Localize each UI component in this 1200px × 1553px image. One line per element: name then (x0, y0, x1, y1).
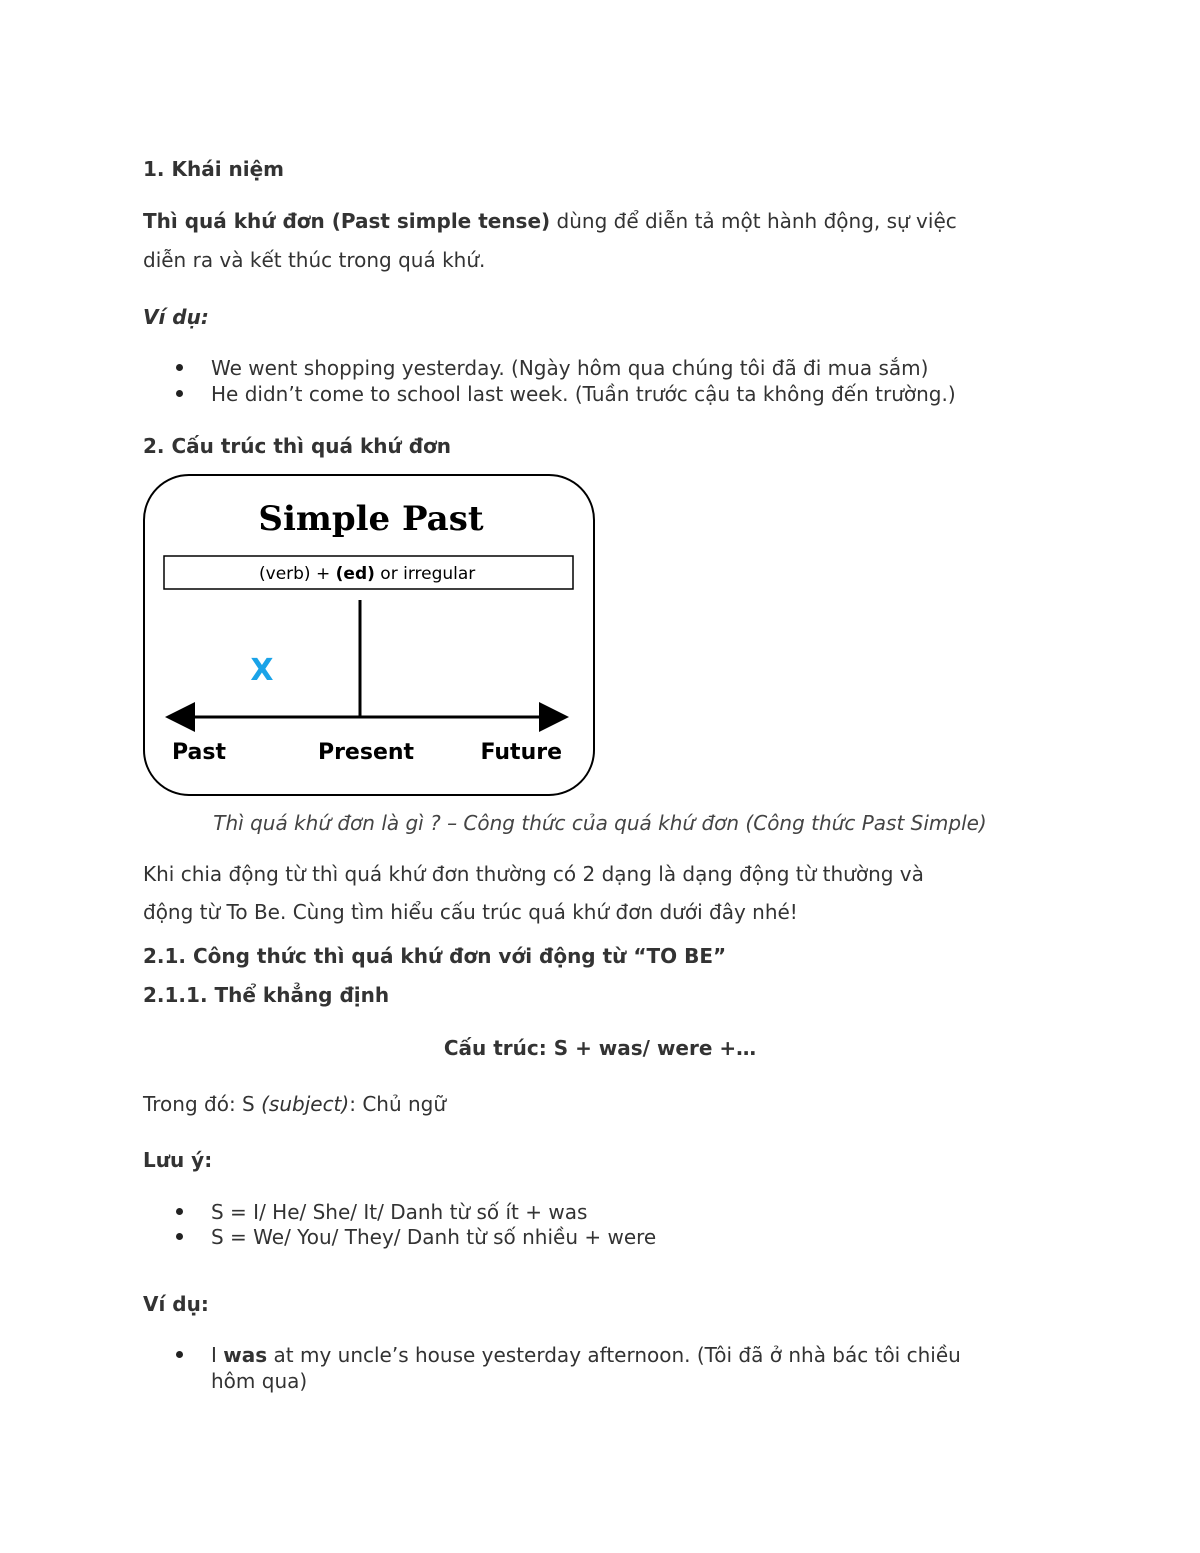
where-line (143, 1092, 446, 1116)
diagram-title: Simple Past (258, 499, 484, 539)
example-rest: at my uncle’s house yesterday afternoon. (Tôi đã ở nhà bác tôi chiều (267, 1343, 961, 1367)
section-2-1-heading: 2.1. Công thức thì quá khứ đơn với động từ “TO BE” (143, 944, 727, 968)
bullet-icon (176, 390, 183, 397)
structure-formula: Cấu trúc: S + was/ were +… (443, 1036, 757, 1060)
diagram-caption: Thì quá khứ đơn là gì ? – Công thức của quá khứ đơn (Công thức Past Simple) (213, 811, 987, 835)
bullet-icon (176, 1351, 183, 1358)
formula-ed: (ed) (335, 564, 375, 584)
note-item-1: S = I/ He/ She/ It/ Danh từ số ít + was (211, 1200, 588, 1224)
formula-verb: (verb) (259, 564, 311, 584)
example-label: Ví dụ: (143, 305, 209, 329)
where-subject: (subject) (261, 1092, 350, 1116)
definition-paragraph-line-1 (143, 209, 957, 233)
where-suffix: : Chủ ngữ (349, 1092, 447, 1116)
definition-text: dùng để diễn tả một hành động, sự việc (550, 209, 957, 233)
section-2-1-1-heading: 2.1.1. Thể khẳng định (143, 983, 390, 1007)
example-label-2: Ví dụ: (143, 1292, 209, 1316)
formula-or: or (374, 564, 404, 584)
label-past: Past (172, 740, 226, 765)
intro-paragraph-line-1: Khi chia động từ thì quá khứ đơn thường có 2 dạng là dạng động từ thường và (143, 862, 924, 886)
formula-plus: + (310, 564, 336, 584)
example-item-3-line-1 (211, 1343, 961, 1367)
event-x-marker: X (250, 653, 274, 688)
bullet-icon (176, 1233, 183, 1240)
where-prefix: Trong đó: S (143, 1092, 262, 1116)
timeline-svg (145, 476, 597, 798)
definition-paragraph-line-2: diễn ra và kết thúc trong quá khứ. (143, 248, 486, 272)
note-item-2: S = We/ You/ They/ Danh từ số nhiều + were (211, 1225, 657, 1249)
example-prefix: I (211, 1343, 224, 1367)
label-future: Future (480, 740, 562, 765)
formula-irregular: irregular (403, 564, 476, 584)
bullet-icon (176, 364, 183, 371)
note-label: Lưu ý: (143, 1148, 213, 1172)
example-item-3-line-2: hôm qua) (211, 1369, 308, 1393)
example-item-2: He didn’t come to school last week. (Tuần trước cậu ta không đến trường.) (211, 382, 956, 406)
term-past-simple: Thì quá khứ đơn (Past simple tense) (143, 209, 551, 233)
formula-text (259, 564, 475, 584)
example-was: was (223, 1343, 268, 1367)
simple-past-diagram (143, 474, 595, 796)
section-1-heading: 1. Khái niệm (143, 157, 285, 181)
bullet-icon (176, 1208, 183, 1215)
section-2-heading: 2. Cấu trúc thì quá khứ đơn (143, 434, 451, 458)
intro-paragraph-line-2: động từ To Be. Cùng tìm hiểu cấu trúc quá khứ đơn dưới đây nhé! (143, 900, 798, 924)
label-present: Present (317, 740, 415, 765)
example-item-1: We went shopping yesterday. (Ngày hôm qua chúng tôi đã đi mua sắm) (211, 356, 929, 380)
